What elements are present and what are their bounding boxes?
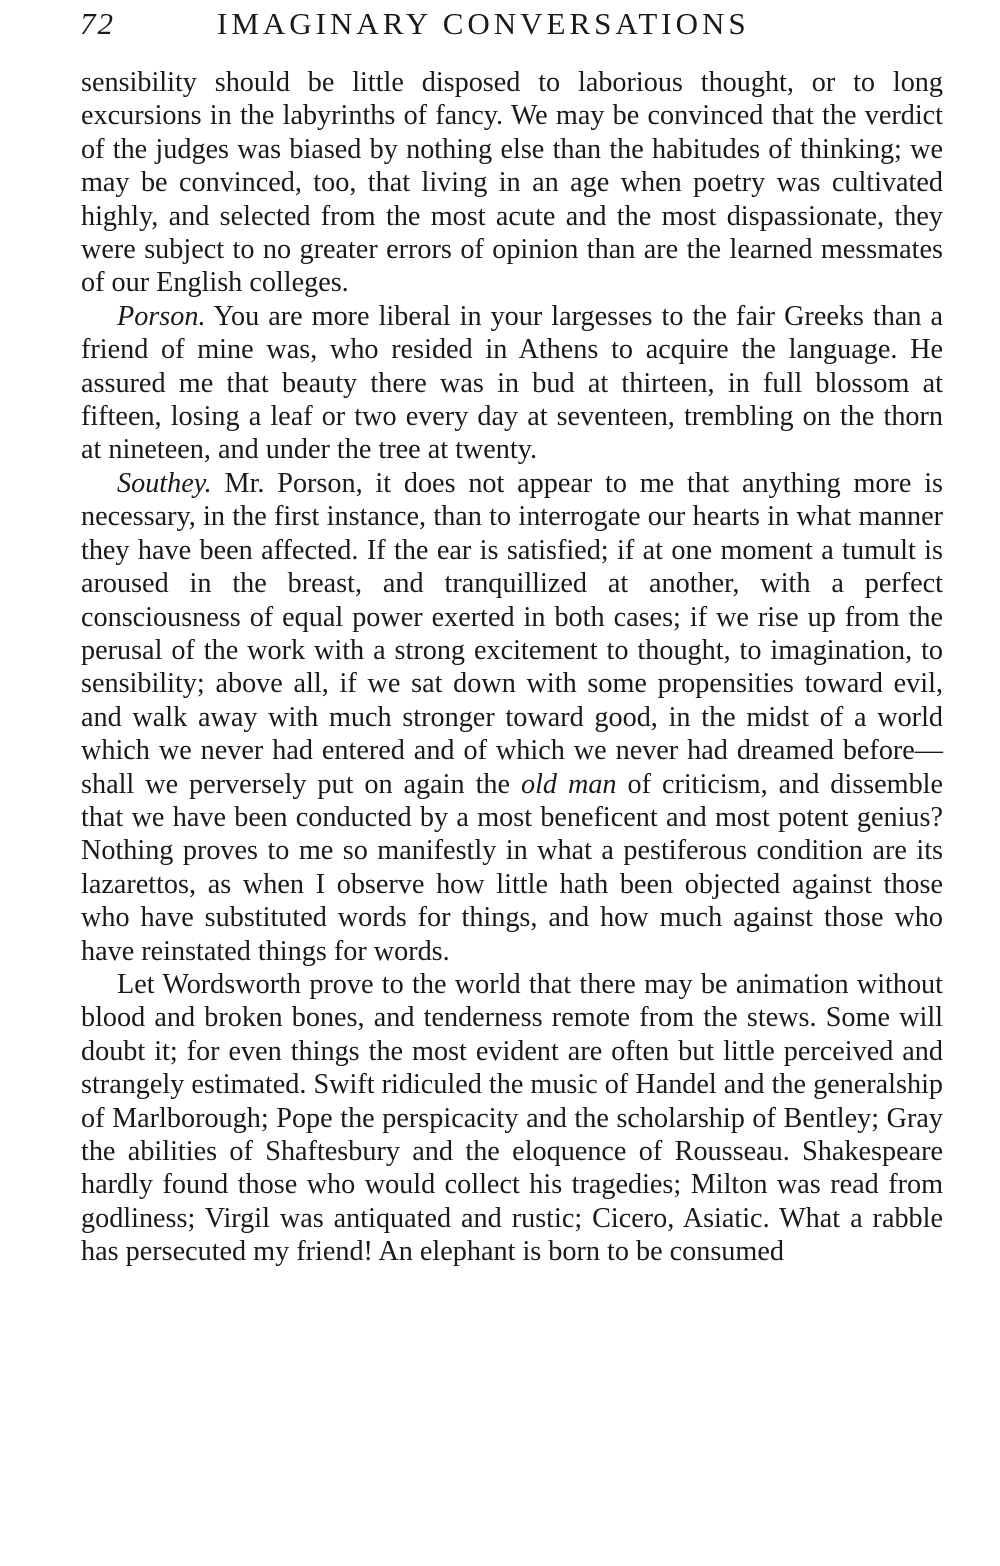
paragraph-continuation xyxy=(81,66,943,300)
paragraph-text: sensibility should be little disposed to laborious thought, or to long excursions in the labyrinths of fancy. We may be convinced that the verdict of the judges was biased by nothing else than the habitudes of thinking; we may be convinced, too, that living in an age when poetry was cultivated highly, and selected from the most acute and the most dispassionate, they were subject to no greater errors of opinion than are the learned messmates of our English colleges. xyxy=(81,67,943,299)
body-text xyxy=(81,66,943,1269)
emphasized-phrase: old man xyxy=(520,768,617,800)
page-number: 72 xyxy=(80,6,115,41)
paragraph-text: of criticism, and dissemble that we have been conducted by a most beneficent and most potent genius? Nothing proves to me so manifestly in what a pestiferous condition are its lazarettos, as when I observe how little hath been objected against those who have substituted words for things, and how much against those who have reinstated things for words. xyxy=(81,768,944,967)
paragraph-text: You are more liberal in your largesses to the fair Greeks than a friend of mine was, who resided in Athens to acquire the language. He assured me that beauty there was in bud at thirteen, in full blossom at fifteen, losing a leaf or two every day at seventeen, trembling on the thorn at nineteen, and under the tree at twenty. xyxy=(81,300,943,466)
speaker-label: Southey. xyxy=(117,467,212,499)
paragraph-text: Let Wordsworth prove to the world that there may be animation without blood and broken bones, and tenderness remote from the stews. Some will doubt it; for even things the most evident are often but little perceived and strangely estimated. Swift ridiculed the music of Handel and the generalship of Marlborough; Pope the perspicacity and the scholarship of Bentley; Gray the abilities of Shaftesbury and the eloquence of Rousseau. Shakespeare hardly found those who would collect his tragedies; Milton was read from godliness; Virgil was antiquated and rustic; Cicero, Asiatic. What a rabble has persecuted my friend! An elephant is born to be consumed xyxy=(81,968,943,1268)
paragraph-porson xyxy=(81,300,943,467)
paragraph-wordsworth xyxy=(81,968,943,1269)
running-head xyxy=(80,6,950,48)
running-title: IMAGINARY CONVERSATIONS xyxy=(217,6,750,41)
paragraph-text: Mr. Porson, it does not appear to me that anything more is necessary, in the first instance, than to interrogate our hearts in what manner they have been affected. If the ear is satisfied; if at one moment a tumult is aroused in the breast, and tranquillized at another, with a perfect consciousness of equal power exerted in both cases; if we rise up from the perusal of the work with a strong excitement to thought, to imagination, to sensibility; above all, if we sat down with some propensities toward evil, and walk away with much stronger toward good, in the midst of a world which we never had entered and of which we never had dreamed before—shall we perversely put on again the xyxy=(81,467,943,800)
speaker-label: Porson. xyxy=(117,300,206,332)
paragraph-southey xyxy=(81,467,943,968)
